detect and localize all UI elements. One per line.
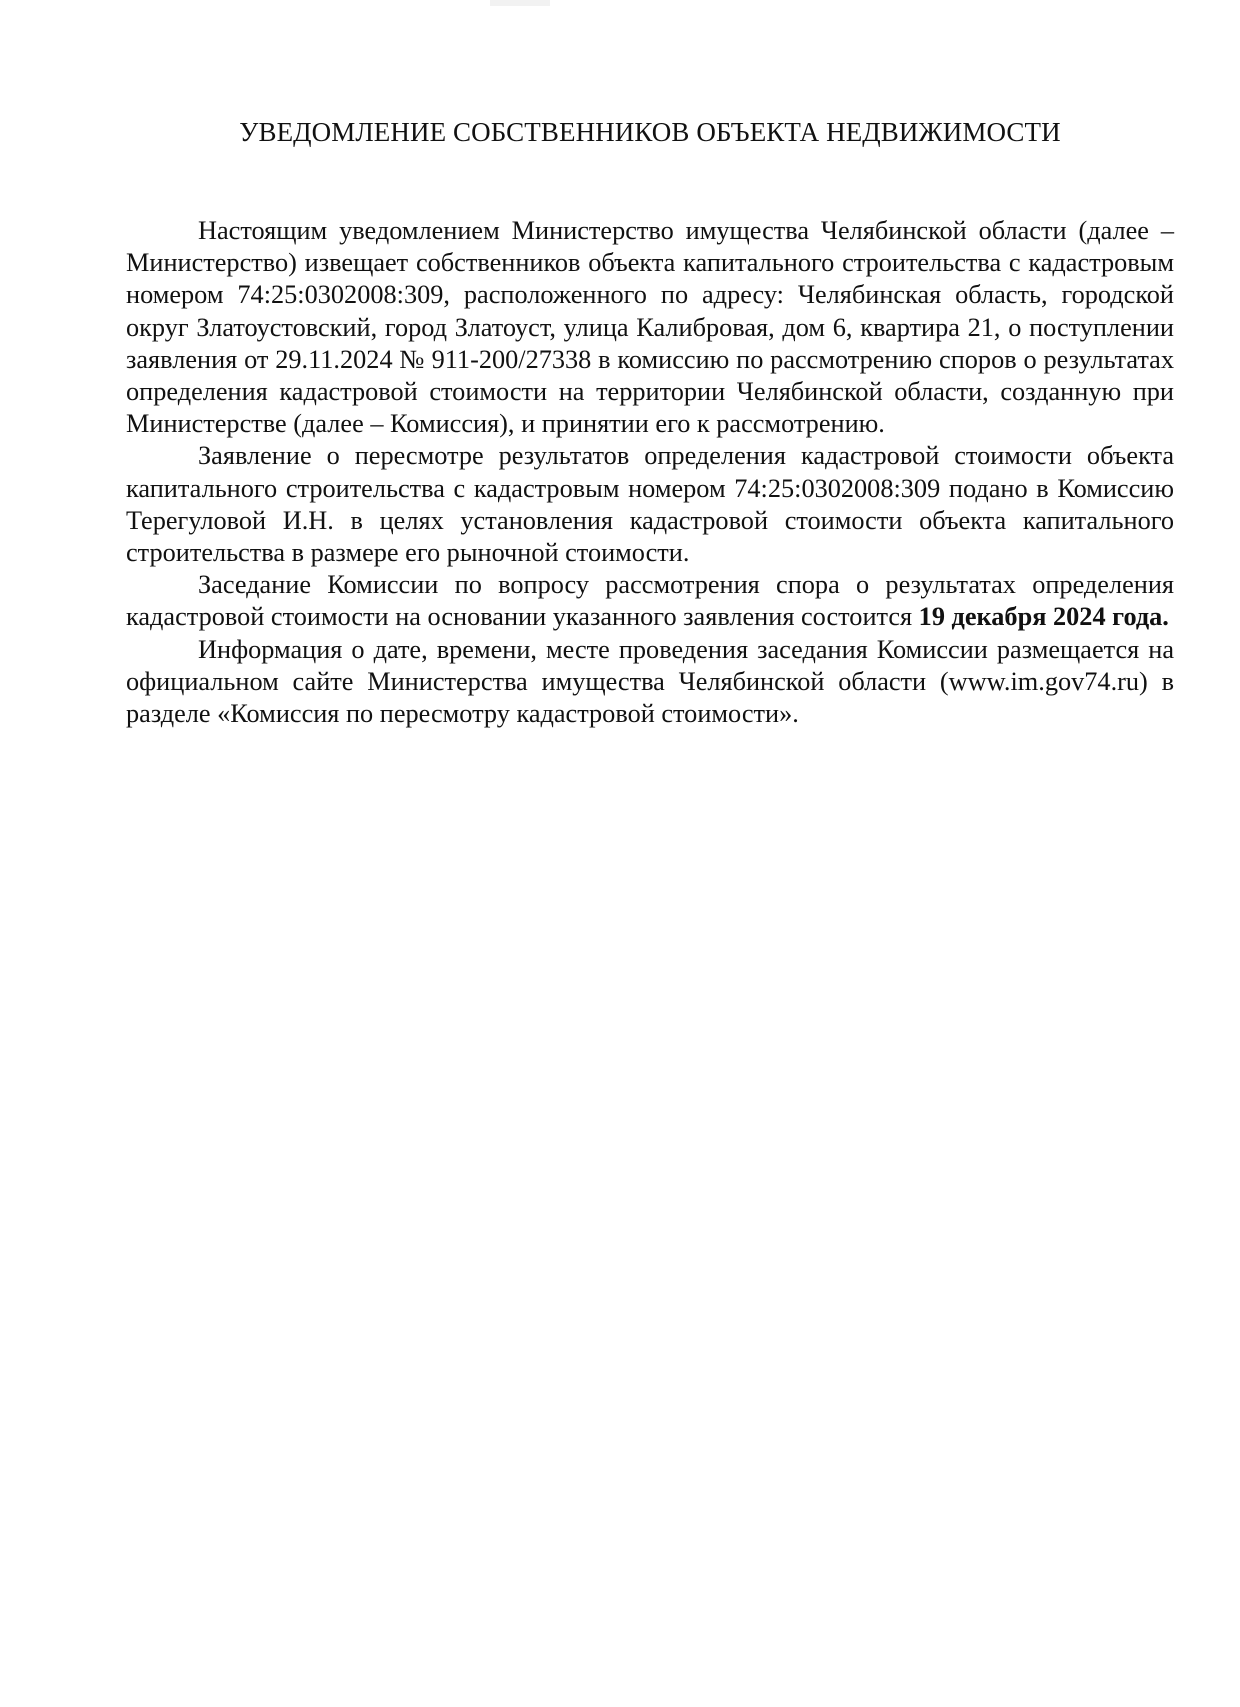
document-body [126, 215, 1174, 730]
paragraph-information: Информация о дате, времени, месте проведения заседания Комиссии размещается на официальном сайте Министерства имущества Челябинской области (www.im.gov74.ru) в разделе «Комиссия по пересмотру кадастровой стоимости». [126, 634, 1174, 729]
scan-artifact [490, 0, 550, 6]
meeting-date: 19 декабря 2024 года. [918, 602, 1169, 632]
paragraph-notification: Настоящим уведомлением Министерство имущества Челябинской области (далее – Министерство) извещает собственников объекта капитального строительства с кадастровым номером 74:25:0302008:309, расположенного по адресу: Челябинская область, городской округ Златоустовский, город Златоуст, улица Калибровая, дом 6, квартира 21, о поступлении заявления от 29.11.2024 № 911-200/27338 в комиссию по рассмотрению споров о результатах определения кадастровой стоимости на территории Челябинской области, созданную при Министерстве (далее – Комиссия), и принятии его к рассмотрению. [126, 216, 1174, 439]
paragraph-meeting-text: Заседание Комиссии по вопросу рассмотрения спора о результатах определения кадастровой стоимости на основании указанного заявления состоится [126, 570, 1174, 632]
paragraph-application: Заявление о пересмотре результатов определения кадастровой стоимости объекта капитального строительства с кадастровым номером 74:25:0302008:309 подано в Комиссию Терегуловой И.Н. в целях установления кадастровой стоимости объекта капитального строительства в размере его рыночной стоимости. [126, 441, 1174, 568]
document-title: УВЕДОМЛЕНИЕ СОБСТВЕННИКОВ ОБЪЕКТА НЕДВИЖИМОСТИ [239, 117, 1061, 147]
paragraph-meeting [126, 569, 1174, 633]
